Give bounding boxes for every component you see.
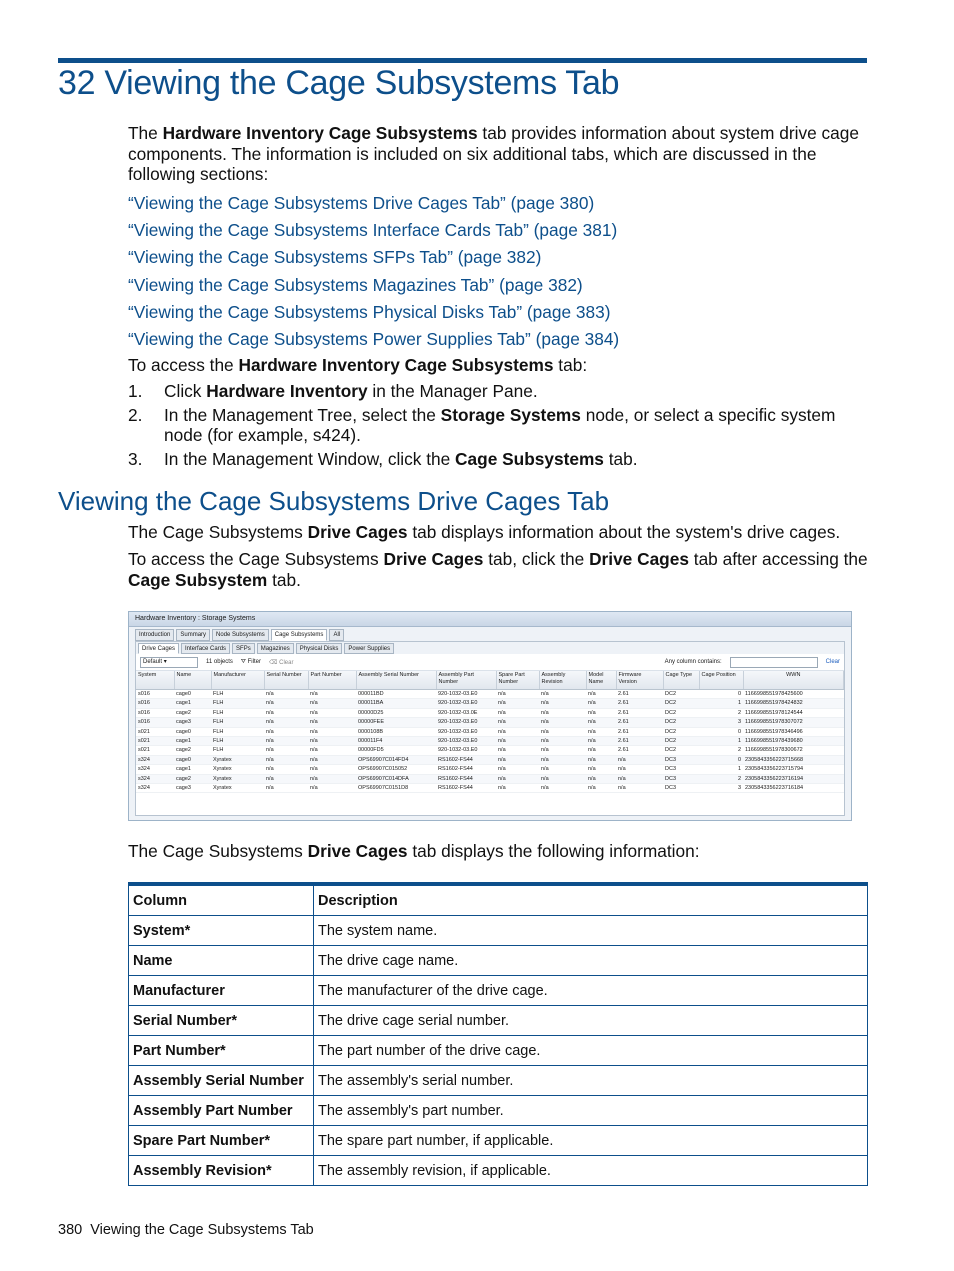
grid-cell: 1166998551978425600 — [743, 690, 844, 699]
subtab-drive-cages[interactable]: Drive Cages — [138, 643, 179, 654]
grid-cell: n/a — [586, 774, 616, 783]
step-item — [128, 381, 870, 402]
grid-cell: n/a — [308, 708, 356, 717]
step-text: In the Management Window, click the — [164, 448, 456, 469]
section-paragraph-2 — [128, 549, 870, 590]
grid-row[interactable] — [136, 708, 844, 717]
grid-cell: n/a — [496, 765, 539, 774]
access-bold: Hardware Inventory Cage Subsystems — [238, 355, 554, 375]
grid-cell: n/a — [264, 727, 308, 736]
grid-header-cell[interactable]: Part Number — [308, 671, 356, 690]
drive-cages-grid — [136, 671, 844, 793]
grid-cell: 920-1032-03.E0 — [436, 718, 496, 727]
grid-cell: n/a — [308, 755, 356, 764]
grid-cell: DC2 — [663, 746, 699, 755]
view-select[interactable] — [140, 657, 198, 668]
intro-bold: Hardware Inventory Cage Subsystems — [162, 123, 478, 143]
window-title: Hardware Inventory : Storage Systems — [135, 615, 256, 622]
grid-cell: s016 — [136, 718, 174, 727]
grid-cell: 1166998551978307072 — [743, 718, 844, 727]
p2-bold: Drive Cages — [589, 549, 689, 569]
link-power-supplies[interactable]: “Viewing the Cage Subsystems Power Supplies Tab” (page 384) — [128, 328, 620, 349]
filter-button[interactable] — [241, 659, 261, 666]
grid-cell: cage2 — [174, 746, 211, 755]
grid-cell: n/a — [539, 718, 586, 727]
grid-cell: RS1602-FS44 — [436, 774, 496, 783]
grid-cell: 2.61 — [616, 699, 663, 708]
main-tabs — [129, 627, 851, 641]
grid-cell: n/a — [308, 765, 356, 774]
subtab-physical-disks[interactable]: Physical Disks — [296, 643, 343, 654]
table-row — [129, 1036, 868, 1066]
tab-all[interactable]: All — [329, 629, 344, 641]
grid-cell: n/a — [264, 755, 308, 764]
grid-cell: cage2 — [174, 774, 211, 783]
grid-row[interactable] — [136, 699, 844, 708]
clear-filter-label: Clear — [279, 659, 294, 666]
columns-description-table — [128, 882, 868, 1186]
intro-text-rest: tab provides information about system drive cage components. The information is included on six additional tabs, which are discussed in the following sections: — [128, 123, 859, 184]
section-paragraph-1 — [128, 522, 840, 543]
grid-cell: n/a — [616, 784, 663, 793]
grid-cell: cage0 — [174, 755, 211, 764]
grid-header-cell[interactable]: WWN — [743, 671, 844, 690]
grid-header-cell[interactable]: Manufacturer — [211, 671, 264, 690]
grid-header-cell[interactable]: Assembly Revision — [539, 671, 586, 690]
p3-text: The Cage Subsystems — [128, 841, 308, 861]
grid-cell: n/a — [539, 699, 586, 708]
description-cell: The assembly's part number. — [314, 1096, 868, 1126]
grid-cell: s324 — [136, 765, 174, 774]
grid-cell: n/a — [496, 746, 539, 755]
grid-cell: 000011BA — [356, 699, 436, 708]
p2-text: tab after accessing the — [688, 549, 868, 569]
step-bold: Hardware Inventory — [206, 381, 368, 401]
grid-cell: n/a — [308, 718, 356, 727]
grid-cell: 2305843356223715794 — [743, 765, 844, 774]
tab-summary[interactable]: Summary — [176, 629, 210, 641]
grid-cell: s021 — [136, 737, 174, 746]
grid-row[interactable] — [136, 774, 844, 783]
grid-cell: DC2 — [663, 737, 699, 746]
subtab-sfps[interactable]: SFPs — [232, 643, 255, 654]
step-bold: Storage Systems — [440, 404, 581, 425]
grid-cell: Xyratex — [211, 755, 264, 764]
grid-cell: DC2 — [663, 690, 699, 699]
grid-cell: 2 — [699, 774, 743, 783]
any-column-label: Any column contains: — [664, 659, 722, 665]
step-number: 3. — [128, 448, 143, 469]
p2-text: tab, click the — [483, 549, 590, 569]
description-cell: The assembly revision, if applicable. — [314, 1156, 868, 1186]
grid-cell: 920-1032-03.E0 — [436, 727, 496, 736]
grid-cell: n/a — [264, 737, 308, 746]
p3-bold: Drive Cages — [307, 841, 408, 861]
grid-cell: FLH — [211, 718, 264, 727]
subtab-magazines[interactable]: Magazines — [257, 643, 294, 654]
grid-cell: 00000D25 — [356, 708, 436, 717]
grid-row[interactable] — [136, 755, 844, 764]
step-number: 2. — [128, 404, 143, 425]
table-row — [129, 946, 868, 976]
link-physical-disks[interactable]: “Viewing the Cage Subsystems Physical Disks Tab” (page 383) — [128, 301, 611, 322]
subtab-power-supplies[interactable]: Power Supplies — [344, 643, 394, 654]
grid-cell: Xyratex — [211, 774, 264, 783]
grid-cell: 2.61 — [616, 737, 663, 746]
grid-header-cell[interactable]: Assembly Serial Number — [356, 671, 436, 690]
link-sfps[interactable]: “Viewing the Cage Subsystems SFPs Tab” (page 382) — [128, 247, 542, 268]
grid-cell: n/a — [264, 784, 308, 793]
grid-cell: cage3 — [174, 784, 211, 793]
grid-cell: s016 — [136, 699, 174, 708]
grid-cell: n/a — [308, 746, 356, 755]
p2-text: To access the Cage Subsystems — [128, 549, 384, 569]
grid-cell: 000011BD — [356, 690, 436, 699]
p2-bold: Cage Subsystem — [128, 569, 268, 590]
section-links — [128, 191, 619, 354]
object-count: 11 objects — [206, 659, 233, 665]
table-row — [129, 1096, 868, 1126]
drive-cages-screenshot — [128, 611, 852, 821]
grid-cell: n/a — [586, 746, 616, 755]
grid-cell: n/a — [496, 690, 539, 699]
column-name-cell: Part Number* — [129, 1036, 314, 1066]
grid-cell: OPS69907C014DFA — [356, 774, 436, 783]
grid-cell: n/a — [496, 784, 539, 793]
grid-cell: OPS69907C015052 — [356, 765, 436, 774]
grid-cell: 00000FD5 — [356, 746, 436, 755]
grid-cell: 2.61 — [616, 718, 663, 727]
window-titlebar — [129, 612, 851, 627]
grid-cell: s021 — [136, 727, 174, 736]
grid-cell: n/a — [496, 774, 539, 783]
table-row — [129, 1156, 868, 1186]
grid-cell: 2 — [699, 708, 743, 717]
description-cell: The assembly's serial number. — [314, 1066, 868, 1096]
table-header-row — [129, 884, 868, 916]
grid-header-cell[interactable]: Spare Part Number — [496, 671, 539, 690]
grid-header-cell[interactable]: System — [136, 671, 174, 690]
section-paragraph-3 — [128, 841, 700, 862]
grid-cell: 1166998551978300672 — [743, 746, 844, 755]
step-item — [128, 405, 870, 446]
grid-cell: RS1602-FS44 — [436, 755, 496, 764]
grid-row[interactable] — [136, 718, 844, 727]
description-cell: The part number of the drive cage. — [314, 1036, 868, 1066]
grid-cell: s324 — [136, 774, 174, 783]
chapter-title: 32 Viewing the Cage Subsystems Tab — [58, 64, 620, 102]
grid-cell: FLH — [211, 746, 264, 755]
description-cell: The system name. — [314, 916, 868, 946]
grid-cell: 1166998551978346496 — [743, 727, 844, 736]
table-row — [129, 1006, 868, 1036]
clear-filter-button[interactable] — [269, 659, 294, 666]
grid-cell: s324 — [136, 784, 174, 793]
grid-cell: n/a — [539, 737, 586, 746]
grid-cell: DC3 — [663, 774, 699, 783]
grid-cell: 920-1032-03.E0 — [436, 699, 496, 708]
grid-row[interactable] — [136, 737, 844, 746]
grid-cell: FLH — [211, 727, 264, 736]
grid-header-cell[interactable]: Model Name — [586, 671, 616, 690]
eraser-icon: ⌫ — [268, 659, 278, 666]
grid-cell: FLH — [211, 708, 264, 717]
grid-cell: 1 — [699, 737, 743, 746]
grid-cell: n/a — [308, 774, 356, 783]
page-footer — [58, 1222, 314, 1238]
column-name-cell: Name — [129, 946, 314, 976]
grid-cell: OPS69907C0151D8 — [356, 784, 436, 793]
grid-cell: 000011F4 — [356, 737, 436, 746]
grid-cell: n/a — [308, 699, 356, 708]
tab-node-subsystems[interactable]: Node Subsystems — [212, 629, 269, 641]
grid-row[interactable] — [136, 784, 844, 793]
grid-cell: 2.61 — [616, 727, 663, 736]
grid-cell: n/a — [496, 727, 539, 736]
tab-panel — [135, 641, 845, 816]
step-text-rest: tab. — [603, 448, 638, 469]
grid-cell: cage0 — [174, 727, 211, 736]
intro-paragraph — [128, 123, 870, 185]
access-paragraph — [128, 355, 587, 376]
grid-cell: n/a — [539, 690, 586, 699]
step-text-rest: in the Manager Pane. — [367, 381, 538, 401]
grid-header-row — [136, 671, 844, 690]
grid-cell: n/a — [496, 718, 539, 727]
grid-cell: 920-1032-03.E0 — [436, 690, 496, 699]
column-name-cell: Assembly Revision* — [129, 1156, 314, 1186]
grid-cell: n/a — [308, 737, 356, 746]
grid-cell: n/a — [264, 765, 308, 774]
grid-cell: s021 — [136, 746, 174, 755]
grid-cell: n/a — [586, 708, 616, 717]
search-input[interactable] — [730, 657, 818, 668]
step-text: Click — [164, 381, 207, 401]
column-name-cell: Assembly Serial Number — [129, 1066, 314, 1096]
grid-cell: FLH — [211, 690, 264, 699]
grid-row[interactable] — [136, 690, 844, 699]
grid-cell: n/a — [539, 727, 586, 736]
grid-header-cell[interactable]: Serial Number — [264, 671, 308, 690]
step-bold: Cage Subsystems — [455, 448, 604, 469]
grid-cell: 2305843356223716184 — [743, 784, 844, 793]
grid-cell: 920-1032-03.E0 — [436, 737, 496, 746]
grid-cell: Xyratex — [211, 784, 264, 793]
grid-cell: n/a — [496, 737, 539, 746]
access-text-rest: tab: — [553, 355, 588, 375]
footer-title: Viewing the Cage Subsystems Tab — [90, 1222, 314, 1238]
grid-cell: DC2 — [663, 727, 699, 736]
column-name-cell: Spare Part Number* — [129, 1126, 314, 1156]
grid-cell: n/a — [264, 718, 308, 727]
grid-cell: n/a — [586, 784, 616, 793]
grid-cell: cage1 — [174, 699, 211, 708]
link-drive-cages[interactable]: “Viewing the Cage Subsystems Drive Cages Tab” (page 380) — [128, 193, 595, 213]
grid-cell: n/a — [616, 774, 663, 783]
column-name-cell: Manufacturer — [129, 976, 314, 1006]
grid-cell: cage1 — [174, 765, 211, 774]
grid-cell: n/a — [308, 727, 356, 736]
grid-cell: 2.61 — [616, 746, 663, 755]
grid-row[interactable] — [136, 765, 844, 774]
p2-bold: Drive Cages — [383, 549, 484, 569]
chevron-down-icon: ▾ — [163, 658, 167, 665]
grid-cell: n/a — [264, 746, 308, 755]
grid-cell: n/a — [308, 784, 356, 793]
grid-cell: s016 — [136, 690, 174, 699]
grid-cell: n/a — [586, 699, 616, 708]
grid-cell: OPS69907C014FD4 — [356, 755, 436, 764]
link-interface-cards[interactable]: “Viewing the Cage Subsystems Interface Cards Tab” (page 381) — [128, 220, 618, 241]
table-header-column: Column — [129, 884, 314, 916]
grid-cell: 3 — [699, 784, 743, 793]
grid-row[interactable] — [136, 746, 844, 755]
chapter-rule — [58, 58, 867, 63]
grid-cell: 2305843356223715668 — [743, 755, 844, 764]
grid-cell: n/a — [264, 690, 308, 699]
grid-cell: s016 — [136, 708, 174, 717]
table-row — [129, 1126, 868, 1156]
grid-cell: 1166998551978424832 — [743, 699, 844, 708]
tab-introduction[interactable]: Introduction — [135, 629, 174, 641]
intro-text: The — [128, 123, 163, 143]
access-text: To access the — [128, 355, 239, 375]
grid-cell: n/a — [264, 699, 308, 708]
grid-cell: n/a — [586, 755, 616, 764]
grid-cell: n/a — [586, 718, 616, 727]
grid-cell: 920-1032-03.0E — [436, 708, 496, 717]
grid-cell: 2 — [699, 746, 743, 755]
grid-cell: n/a — [586, 737, 616, 746]
steps-list — [128, 381, 870, 472]
grid-cell: cage3 — [174, 718, 211, 727]
clear-search-link[interactable]: Clear — [825, 659, 840, 665]
description-cell: The drive cage serial number. — [314, 1006, 868, 1036]
grid-cell: n/a — [539, 755, 586, 764]
grid-cell: n/a — [586, 727, 616, 736]
table-row — [129, 916, 868, 946]
grid-cell: 1 — [699, 765, 743, 774]
grid-header-cell[interactable]: Name — [174, 671, 211, 690]
grid-cell: DC3 — [663, 765, 699, 774]
grid-cell: RS1602-FS44 — [436, 765, 496, 774]
grid-cell: 0 — [699, 690, 743, 699]
grid-cell: n/a — [539, 774, 586, 783]
description-cell: The spare part number, if applicable. — [314, 1126, 868, 1156]
grid-cell: 1 — [699, 699, 743, 708]
grid-cell: DC2 — [663, 699, 699, 708]
grid-cell: 2.61 — [616, 708, 663, 717]
grid-cell: n/a — [496, 708, 539, 717]
grid-cell: Xyratex — [211, 765, 264, 774]
grid-row[interactable] — [136, 727, 844, 736]
grid-header-cell[interactable]: Assembly Part Number — [436, 671, 496, 690]
grid-cell: n/a — [616, 755, 663, 764]
step-number: 1. — [128, 381, 143, 401]
grid-cell: 920-1032-03.E0 — [436, 746, 496, 755]
step-text-rest: node, or select a specific system node (for example, s424). — [164, 404, 836, 445]
grid-cell: n/a — [308, 690, 356, 699]
grid-cell: FLH — [211, 699, 264, 708]
grid-cell: n/a — [586, 690, 616, 699]
grid-cell: 0 — [699, 727, 743, 736]
grid-header-cell[interactable]: Firmware Version — [616, 671, 663, 690]
step-item — [128, 449, 870, 470]
grid-cell: s324 — [136, 755, 174, 764]
grid-cell: DC3 — [663, 755, 699, 764]
grid-cell: 2305843356223716194 — [743, 774, 844, 783]
grid-cell: 0000108B — [356, 727, 436, 736]
grid-cell: 2.61 — [616, 690, 663, 699]
p2-text: tab. — [267, 569, 301, 590]
p3-text-rest: tab displays the following information: — [407, 841, 700, 861]
p1-bold: Drive Cages — [307, 522, 408, 542]
table-header-description: Description — [314, 884, 868, 916]
grid-cell: n/a — [539, 784, 586, 793]
p1-text: The Cage Subsystems — [128, 522, 308, 542]
grid-cell: n/a — [539, 708, 586, 717]
grid-cell: 0 — [699, 755, 743, 764]
link-magazines[interactable]: “Viewing the Cage Subsystems Magazines Tab” (page 382) — [128, 274, 583, 295]
grid-cell: RS1602-FS44 — [436, 784, 496, 793]
grid-cell: 1166998551978124544 — [743, 708, 844, 717]
grid-cell: FLH — [211, 737, 264, 746]
description-cell: The manufacturer of the drive cage. — [314, 976, 868, 1006]
grid-cell: 3 — [699, 718, 743, 727]
subtab-interface-cards[interactable]: Interface Cards — [181, 643, 230, 654]
filter-label: Filter — [247, 658, 261, 665]
column-name-cell: Assembly Part Number — [129, 1096, 314, 1126]
view-select-value: Default — [143, 658, 163, 665]
grid-cell: n/a — [496, 755, 539, 764]
grid-cell: 00000FEE — [356, 718, 436, 727]
grid-cell: cage0 — [174, 690, 211, 699]
grid-cell: n/a — [496, 699, 539, 708]
grid-cell: n/a — [616, 765, 663, 774]
grid-cell: n/a — [264, 774, 308, 783]
page-number: 380 — [58, 1222, 83, 1238]
sub-tabs — [136, 642, 844, 654]
filter-toolbar — [136, 654, 844, 671]
section-title: Viewing the Cage Subsystems Drive Cages Tab — [58, 486, 610, 516]
grid-cell: cage2 — [174, 708, 211, 717]
step-text: In the Management Tree, select the — [164, 404, 441, 425]
grid-header-cell[interactable]: Cage Type — [663, 671, 699, 690]
tab-cage-subsystems[interactable]: Cage Subsystems — [271, 629, 328, 641]
column-name-cell: Serial Number* — [129, 1006, 314, 1036]
p1-text-rest: tab displays information about the system's drive cages. — [407, 522, 841, 542]
grid-body — [136, 690, 844, 793]
grid-cell: cage1 — [174, 737, 211, 746]
grid-cell: DC3 — [663, 784, 699, 793]
grid-cell: DC2 — [663, 708, 699, 717]
filter-icon: ⛛ — [240, 658, 246, 665]
grid-cell: n/a — [539, 746, 586, 755]
grid-cell: n/a — [586, 765, 616, 774]
column-name-cell: System* — [129, 916, 314, 946]
table-row — [129, 976, 868, 1006]
table-row — [129, 1066, 868, 1096]
grid-header-cell[interactable]: Cage Position — [699, 671, 743, 690]
grid-cell: n/a — [539, 765, 586, 774]
grid-cell: n/a — [264, 708, 308, 717]
grid-cell: 1166998551978439680 — [743, 737, 844, 746]
description-cell: The drive cage name. — [314, 946, 868, 976]
grid-cell: DC2 — [663, 718, 699, 727]
